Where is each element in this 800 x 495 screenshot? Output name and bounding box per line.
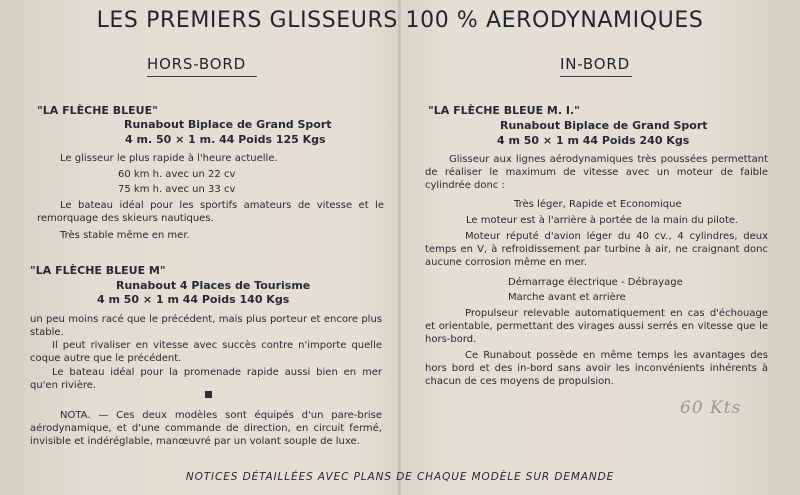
model2-name: "LA FLÈCHE BLEUE M" (30, 264, 166, 277)
model1-dims: 4 m. 50 × 1 m. 44 Poids 125 Kgs (125, 133, 326, 146)
model3-qualities: Très léger, Rapide et Economique (514, 199, 682, 210)
model2-subtitle: Runabout 4 Places de Tourisme (116, 279, 311, 292)
model3-subtitle: Runabout Biplace de Grand Sport (500, 119, 708, 132)
model2-para2: Il peut rivaliser en vitesse avec succès contre n'importe quelle coque autre que le précédent. (30, 340, 382, 364)
model3-dims: 4 m 50 × 1 m 44 Poids 240 Kgs (497, 134, 690, 147)
model2-para3: Le bateau idéal pour la promenade rapide aussi bien en mer qu'en rivière. (30, 367, 382, 391)
right-heading: IN-BORD (560, 55, 630, 73)
model1-subtitle: Runabout Biplace de Grand Sport (124, 118, 332, 131)
model3-para1: Glisseur aux lignes aérodynamiques très poussées permettant de réaliser le maximum de vitesse avec un moteur de faible cylindrée donc : (425, 154, 768, 191)
footer-note: NOTICES DÉTAILLÉES AVEC PLANS DE CHAQUE MODÈLE SUR DEMANDE (185, 471, 615, 483)
model2-para1: un peu moins racé que le précédent, mais plus porteur et encore plus stable. (30, 314, 382, 338)
model3-para3: Propulseur relevable automatiquement en cas d'échouage et orientable, permettant des virages aussi serrés en vitesse que le hors-bord. (425, 308, 768, 345)
model3-line1: Le moteur est à l'arrière à portée de la main du pilote. (466, 215, 739, 226)
model3-para2: Moteur réputé d'avion léger du 40 cv., 4 cylindres, deux temps en V, à refroidissement par turbine à air, ne craignant donc aucune corrosion même en mer. (425, 231, 768, 268)
left-heading-underline (147, 76, 257, 77)
left-heading: HORS-BORD (147, 55, 246, 73)
model1-speed2: 75 km h. avec un 33 cv (118, 184, 236, 195)
model1-line1: Le glisseur le plus rapide à l'heure actuelle. (60, 153, 278, 164)
model3-feature1: Démarrage électrique - Débrayage (508, 277, 683, 288)
page-fold (398, 0, 401, 495)
model3-para4: Ce Runabout possède en même temps les avantages des hors bord et des in-bord sans avoir les inconvénients inhérents à chacun de ces moyens de propulsion. (425, 350, 768, 387)
handwritten-note: 60 Kts (680, 398, 742, 418)
model1-name: "LA FLÈCHE BLEUE" (37, 104, 158, 117)
model2-dims: 4 m 50 × 1 m 44 Poids 140 Kgs (97, 293, 290, 306)
nota-paragraph: NOTA. — Ces deux modèles sont équipés d'un pare-brise aérodynamique, et d'une commande de direction, en circuit fermé, invisible et indéréglable, manœuvré par un volant souple de luxe. (30, 410, 382, 447)
model1-para1: Le bateau idéal pour les sportifs amateurs de vitesse et le remorquage des skieurs nautiques. (37, 200, 384, 224)
model1-speed1: 60 km h. avec un 22 cv (118, 169, 236, 180)
right-heading-underline (560, 76, 632, 77)
bullet-square-icon (205, 391, 212, 398)
model3-name: "LA FLÈCHE BLEUE M. I." (428, 104, 580, 117)
model1-line2: Très stable même en mer. (60, 230, 190, 241)
model3-feature2: Marche avant et arrière (508, 292, 626, 303)
page-title: LES PREMIERS GLISSEURS 100 % AERODYNAMIQUES (96, 8, 704, 33)
